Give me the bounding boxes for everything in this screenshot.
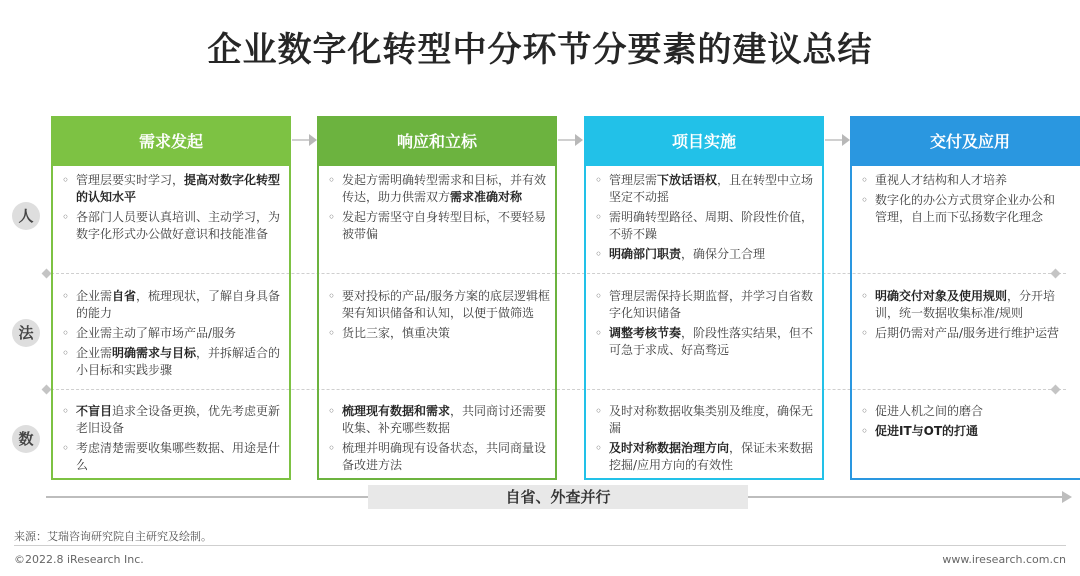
bullet-item — [591, 288, 819, 322]
bullet-item — [591, 246, 819, 263]
emphasis-text: 梳理现有数据和需求 — [342, 404, 451, 418]
body-text: 发起方需明确转型需求和目标，并有效传达，助力供需双方 — [342, 173, 547, 204]
body-text: ，梳理现状，了解自身具备的能力 — [76, 289, 281, 320]
emphasis-text: 明确交付对象及使用规则 — [875, 289, 1008, 303]
body-text: ，分开培训，统一数据收集标准/规则 — [875, 289, 1056, 320]
emphasis-text: 调整考核节奏 — [609, 326, 682, 340]
bullet-item — [324, 403, 552, 437]
emphasis-text: 自省 — [112, 289, 137, 303]
bullet-item — [857, 403, 1062, 420]
bullet-item — [857, 288, 1062, 322]
bullet-list — [324, 403, 552, 474]
body-text: 梳理并明确现有设备状态，共同商量设备改进方法 — [342, 441, 547, 472]
bullet-item — [324, 440, 552, 474]
bullet-list — [591, 172, 819, 263]
cell-implementation-people — [591, 172, 819, 266]
body-text: 管理层要实时学习， — [76, 173, 185, 187]
body-text: 要对投标的产品/服务方案的底层逻辑框架有知识储备和认知，以便于做筛选 — [342, 289, 551, 320]
bullet-item — [591, 209, 819, 243]
body-text: 及时对称数据收集类别及维度，确保无漏 — [609, 404, 814, 435]
cell-implementation-method — [591, 288, 819, 362]
body-text: 促进人机之间的磨合 — [875, 404, 984, 418]
bullet-item — [591, 403, 819, 437]
bullet-item — [591, 172, 819, 206]
body-text: 后期仍需对产品/服务进行维护运营 — [875, 326, 1060, 340]
bullet-item — [857, 423, 1062, 440]
bullet-item — [58, 403, 286, 437]
body-text: 管理层需保持长期监督，并学习自省数字化知识储备 — [609, 289, 814, 320]
body-text: 数字化的办公方式贯穿企业办公和管理，自上而下弘扬数字化理念 — [875, 193, 1056, 224]
bullet-list — [58, 288, 286, 379]
row-label-people: 人 — [12, 202, 40, 230]
column-header: 响应和立标 — [319, 118, 555, 166]
bullet-list — [857, 403, 1062, 440]
body-text: ，阶段性落实结果，但不可急于求成、好高骛远 — [609, 326, 814, 357]
cell-response-data — [324, 403, 552, 477]
cell-delivery-data — [857, 403, 1062, 443]
body-text: 需明确转型路径、周期、阶段性价值，不骄不躁 — [609, 210, 814, 241]
bullet-item — [58, 209, 286, 243]
body-text: 发起方需坚守自身转型目标，不要轻易被带偏 — [342, 210, 547, 241]
chevron-right-icon — [842, 134, 850, 146]
chevron-right-icon — [575, 134, 583, 146]
column-header: 项目实施 — [586, 118, 822, 166]
body-text: ，且在转型中立场坚定不动摇 — [609, 173, 814, 204]
bullet-item — [591, 440, 819, 474]
cell-response-method — [324, 288, 552, 345]
bullet-item — [324, 325, 552, 342]
bullet-list — [58, 403, 286, 474]
bullet-item — [58, 172, 286, 206]
body-text: ，保证未来数据挖掘/应用方向的有效性 — [609, 441, 814, 472]
body-text: 管理层需 — [609, 173, 658, 187]
bullet-list — [591, 288, 819, 359]
cell-demand-data — [58, 403, 286, 477]
cell-demand-people — [58, 172, 286, 246]
emphasis-text: 需求准确对称 — [450, 190, 523, 204]
body-text: 企业需 — [76, 346, 113, 360]
bullet-item — [324, 209, 552, 243]
body-text: 追求全设备更换，优先考虑更新老旧设备 — [76, 404, 281, 435]
bullet-item — [58, 288, 286, 322]
bullet-item — [857, 172, 1062, 189]
emphasis-text: 促进IT与OT的打通 — [875, 424, 979, 438]
row-label-method: 法 — [12, 319, 40, 347]
bullet-list — [324, 172, 552, 243]
row-label-data: 数 — [12, 425, 40, 453]
body-text: 各部门人员要认真培训、主动学习，为数字化形式办公做好意识和技能准备 — [76, 210, 281, 241]
emphasis-text: 下放话语权 — [657, 173, 718, 187]
body-text: ，并拆解适合的小目标和实践步骤 — [76, 346, 281, 377]
cell-delivery-people — [857, 172, 1062, 229]
bullet-list — [857, 288, 1062, 342]
copyright: ©2022.8 iResearch Inc. — [14, 553, 144, 566]
body-text: 企业需 — [76, 289, 113, 303]
bullet-list — [58, 172, 286, 243]
bullet-item — [857, 192, 1062, 226]
page-title: 企业数字化转型中分环节分要素的建议总结 — [207, 30, 873, 70]
column-header: 需求发起 — [53, 118, 289, 166]
emphasis-text: 不盲目 — [76, 404, 113, 418]
bullet-item — [857, 325, 1062, 342]
column-header: 交付及应用 — [852, 118, 1080, 166]
body-text: 考虑清楚需要收集哪些数据、用途是什么 — [76, 441, 281, 472]
emphasis-text: 提高对数字化转型的认知水平 — [76, 173, 281, 204]
body-text: 货比三家，慎重决策 — [342, 326, 451, 340]
emphasis-text: 及时对称数据治理方向 — [609, 441, 730, 455]
emphasis-text: 明确需求与目标 — [112, 346, 197, 360]
bullet-list — [324, 288, 552, 342]
bullet-item — [324, 172, 552, 206]
source-note: 来源：艾瑞咨询研究院自主研究及绘制。 — [14, 530, 212, 543]
body-text: 企业需主动了解市场产品/服务 — [76, 326, 237, 340]
body-text: 重视人才结构和人才培养 — [875, 173, 1008, 187]
divider-dot — [42, 269, 52, 279]
cell-implementation-data — [591, 403, 819, 477]
bullet-item — [324, 288, 552, 322]
bottom-axis-label: 自省、外查并行 — [368, 485, 748, 509]
body-text: ，共同商讨还需要收集、补充哪些数据 — [342, 404, 547, 435]
chevron-right-icon — [309, 134, 317, 146]
cell-delivery-method — [857, 288, 1062, 345]
bullet-item — [58, 440, 286, 474]
website-link[interactable]: www.iresearch.com.cn — [942, 553, 1066, 566]
divider-dot — [42, 385, 52, 395]
bullet-list — [857, 172, 1062, 226]
bullet-item — [58, 345, 286, 379]
footer-divider — [14, 545, 1066, 546]
bullet-item — [58, 325, 286, 342]
cell-response-people — [324, 172, 552, 246]
emphasis-text: 明确部门职责 — [609, 247, 682, 261]
body-text: ，确保分工合理 — [681, 247, 766, 261]
bullet-list — [591, 403, 819, 474]
bullet-item — [591, 325, 819, 359]
cell-demand-method — [58, 288, 286, 382]
arrow-right-icon — [1062, 491, 1072, 503]
